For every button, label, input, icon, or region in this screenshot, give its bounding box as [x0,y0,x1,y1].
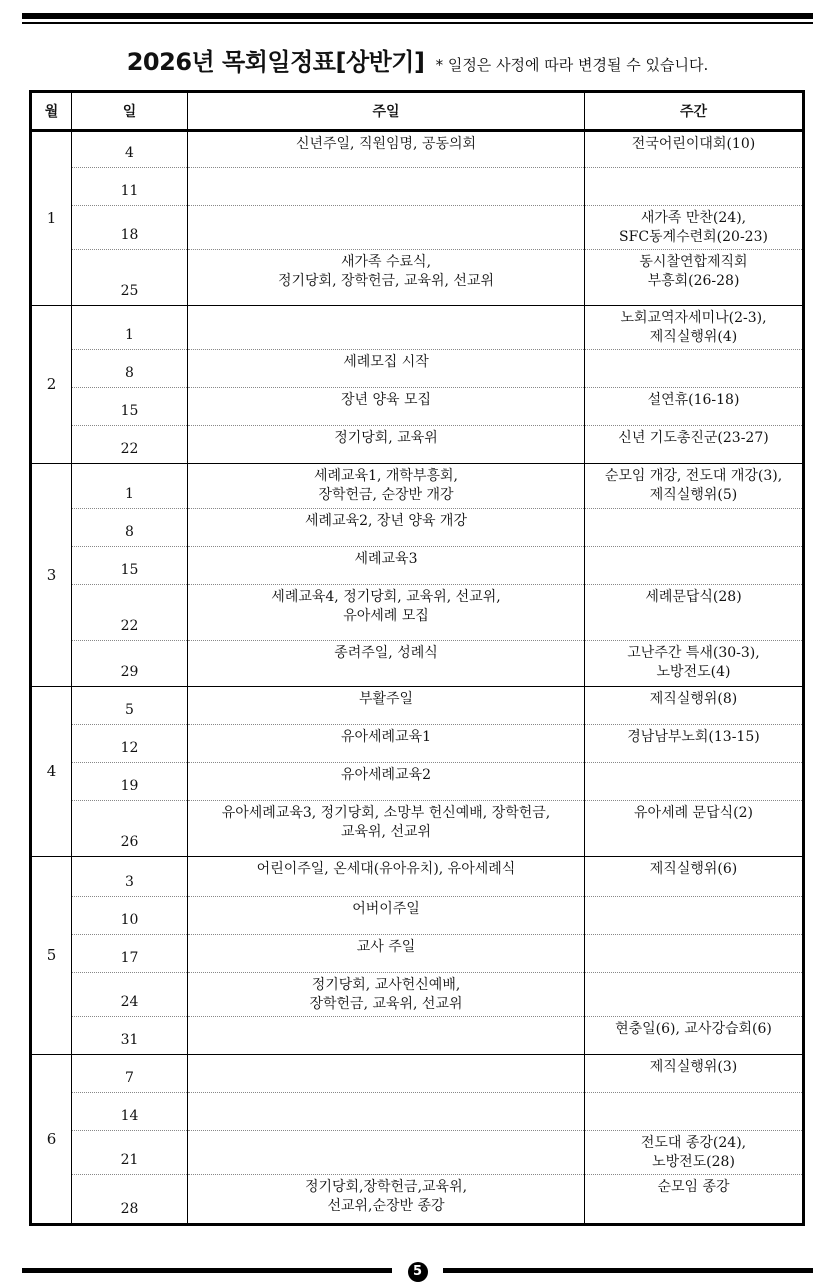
table-row [31,509,804,547]
week-cell [585,350,804,388]
sunday-cell: 어버이주일 [188,897,585,935]
table-row [31,547,804,585]
sunday-cell: 세례교육1, 개학부흥회, 장학헌금, 순장반 개강 [188,464,585,509]
day-cell: 10 [72,897,188,935]
header-sunday: 주일 [188,92,585,131]
sunday-cell: 종려주일, 성례식 [188,641,585,687]
table-row [31,725,804,763]
sunday-cell [188,1055,585,1093]
week-cell: 새가족 만찬(24), SFC동계수련회(20-23) [585,206,804,250]
week-cell: 경남남부노회(13-15) [585,725,804,763]
sunday-cell: 부활주일 [188,687,585,725]
table-row [31,350,804,388]
sunday-cell: 어린이주일, 온세대(유아유치), 유아세례식 [188,857,585,897]
table-row [31,1055,804,1093]
table-row [31,641,804,687]
footer [22,1262,813,1280]
day-cell: 4 [72,131,188,168]
sunday-cell [188,1017,585,1055]
page-title: 2026년 목회일정표[상반기] [126,48,425,76]
week-cell: 전도대 종강(24), 노방전도(28) [585,1131,804,1175]
table-row [31,464,804,509]
sunday-cell: 정기당회,장학헌금,교육위, 선교위,순장반 종강 [188,1175,585,1225]
week-cell: 순모임 종강 [585,1175,804,1225]
sunday-cell: 유아세례교육2 [188,763,585,801]
table-header-row [31,92,804,131]
day-cell: 1 [72,306,188,350]
day-cell: 19 [72,763,188,801]
sunday-cell [188,1131,585,1175]
week-cell: 신년 기도총진군(23-27) [585,426,804,464]
day-cell: 29 [72,641,188,687]
title-row [0,42,835,77]
day-cell: 18 [72,206,188,250]
week-cell [585,973,804,1017]
week-cell: 전국어린이대회(10) [585,131,804,168]
header-week: 주간 [585,92,804,131]
table-row [31,585,804,641]
day-cell: 24 [72,973,188,1017]
sunday-cell [188,168,585,206]
page-number: 5 [408,1262,428,1282]
sunday-cell: 유아세례교육3, 정기당회, 소망부 헌신예배, 장학헌금, 교육위, 선교위 [188,801,585,857]
month-cell: 5 [31,857,72,1055]
sunday-cell: 세례교육2, 장년 양육 개강 [188,509,585,547]
week-cell: 순모임 개강, 전도대 개강(3), 제직실행위(5) [585,464,804,509]
week-cell [585,935,804,973]
day-cell: 8 [72,509,188,547]
schedule-table [29,90,805,1226]
week-cell: 노회교역자세미나(2-3), 제직실행위(4) [585,306,804,350]
week-cell: 세례문답식(28) [585,585,804,641]
week-cell: 동시찰연합제직회 부흥회(26-28) [585,250,804,306]
day-cell: 17 [72,935,188,973]
table-row [31,306,804,350]
schedule-body [31,131,804,1225]
table-row [31,131,804,168]
week-cell: 제직실행위(6) [585,857,804,897]
table-row [31,935,804,973]
table-row [31,801,804,857]
sunday-cell: 유아세례교육1 [188,725,585,763]
footer-rule-left [22,1268,392,1273]
month-cell: 4 [31,687,72,857]
footer-rule-right [443,1268,813,1273]
sunday-cell: 새가족 수료식, 정기당회, 장학헌금, 교육위, 선교위 [188,250,585,306]
week-cell [585,897,804,935]
month-cell: 2 [31,306,72,464]
header-month: 월 [31,92,72,131]
sunday-cell [188,1093,585,1131]
week-cell: 현충일(6), 교사강습회(6) [585,1017,804,1055]
table-row [31,897,804,935]
day-cell: 12 [72,725,188,763]
sunday-cell: 세례모집 시작 [188,350,585,388]
week-cell: 고난주간 특새(30-3), 노방전도(4) [585,641,804,687]
day-cell: 22 [72,426,188,464]
table-row [31,1093,804,1131]
table-row [31,250,804,306]
day-cell: 7 [72,1055,188,1093]
sunday-cell: 교사 주일 [188,935,585,973]
week-cell [585,1093,804,1131]
day-cell: 26 [72,801,188,857]
week-cell [585,168,804,206]
week-cell: 설연휴(16-18) [585,388,804,426]
sunday-cell: 정기당회, 교사헌신예배, 장학헌금, 교육위, 선교위 [188,973,585,1017]
month-cell: 6 [46,1129,57,1148]
sunday-cell: 신년주일, 직원임명, 공동의회 [188,131,585,168]
sunday-cell [188,206,585,250]
day-cell: 25 [72,250,188,306]
day-cell: 15 [72,388,188,426]
table-row [31,388,804,426]
sunday-cell [188,306,585,350]
day-cell: 11 [72,168,188,206]
week-cell [585,509,804,547]
sunday-cell: 정기당회, 교육위 [188,426,585,464]
day-cell: 1 [72,464,188,509]
table-row [31,426,804,464]
day-cell: 22 [72,585,188,641]
table-row [31,1131,804,1175]
week-cell: 유아세례 문답식(2) [585,801,804,857]
day-cell: 8 [72,350,188,388]
table-row [31,1175,804,1225]
top-rule-thick [22,13,813,19]
month-cell: 3 [31,464,72,687]
table-row [31,687,804,725]
day-cell: 21 [72,1131,188,1175]
table-row [31,857,804,897]
day-cell: 28 [72,1175,188,1225]
week-cell [585,763,804,801]
day-cell: 14 [72,1093,188,1131]
table-row [31,973,804,1017]
table-row [31,1017,804,1055]
week-cell: 제직실행위(3) [585,1055,804,1093]
top-rule-thin [22,22,813,24]
day-cell: 15 [72,547,188,585]
day-cell: 5 [72,687,188,725]
schedule-note: * 일정은 사정에 따라 변경될 수 있습니다. [435,56,709,74]
month-cell: 1 [31,131,72,306]
table-row [31,168,804,206]
sunday-cell: 세례교육3 [188,547,585,585]
week-cell [585,547,804,585]
table-row [31,763,804,801]
day-cell: 3 [72,857,188,897]
week-cell: 제직실행위(8) [585,687,804,725]
day-cell: 31 [72,1017,188,1055]
table-row [31,206,804,250]
header-day: 일 [72,92,188,131]
sunday-cell: 장년 양육 모집 [188,388,585,426]
sunday-cell: 세례교육4, 정기당회, 교육위, 선교위, 유아세례 모집 [188,585,585,641]
